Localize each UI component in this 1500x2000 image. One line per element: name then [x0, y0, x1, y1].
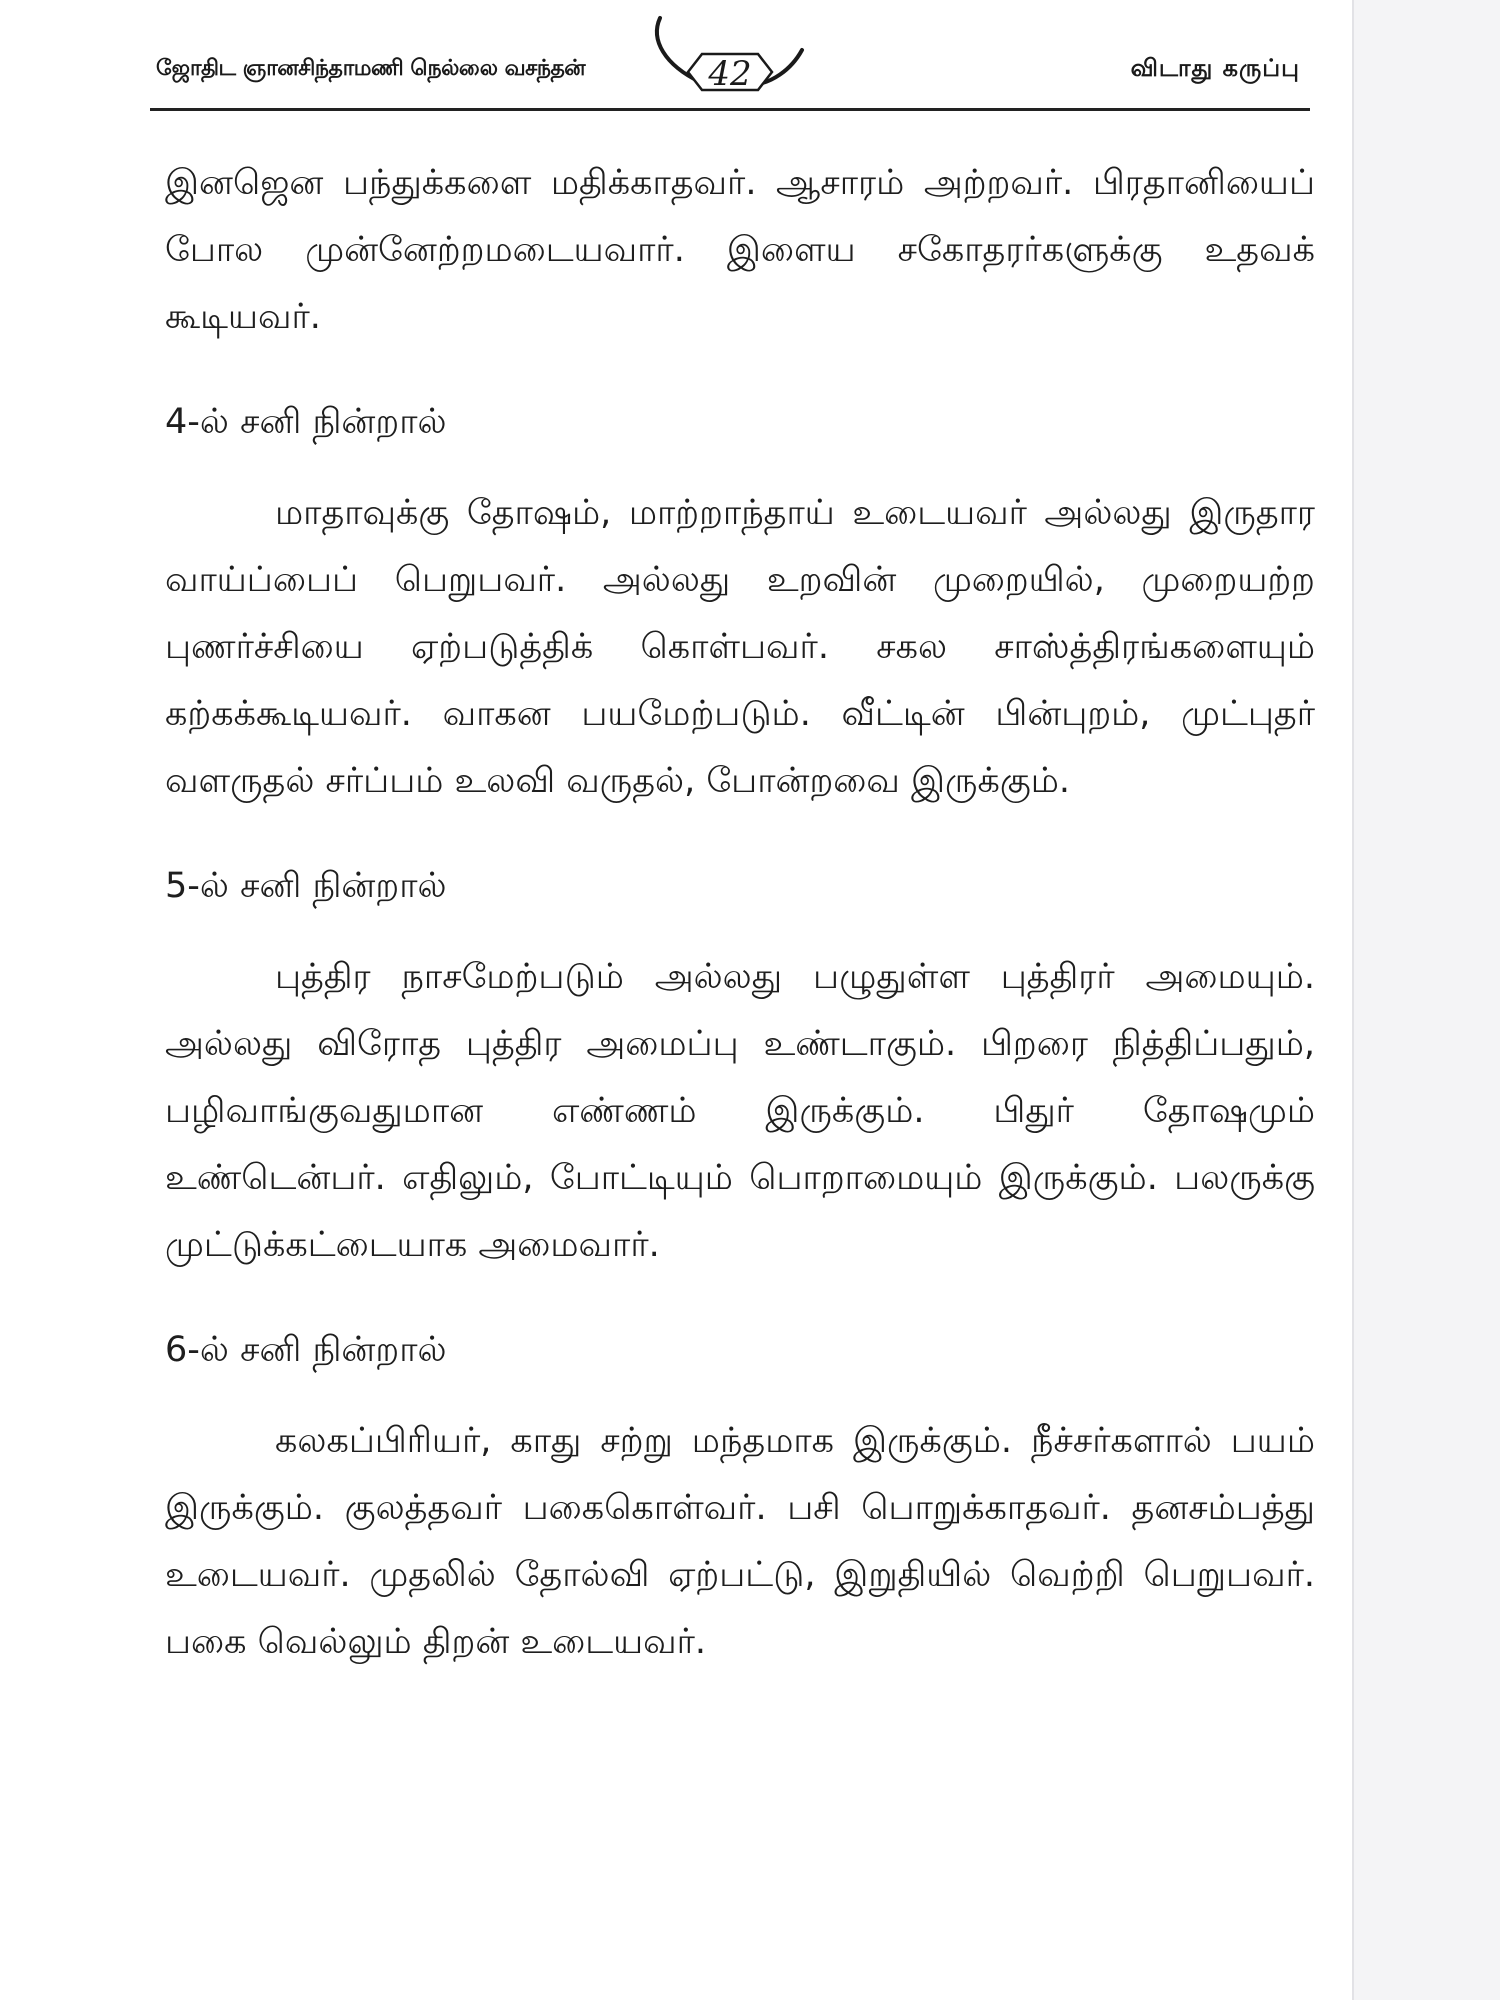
section-heading: 4-ல் சனி நின்றால்: [165, 402, 447, 442]
section-heading: 6-ல் சனி நின்றால்: [165, 1330, 447, 1370]
section-paragraph: மாதாவுக்கு தோஷம், மாற்றாந்தாய் உடையவர் அல்லது இருதார வாய்ப்பைப் பெறுபவர். அல்லது உறவின் முறையில், முறையற்ற புணர்ச்சியை ஏற்படுத்திக் கொள்பவர். சகல சாஸ்த்திரங்களையும் கற்கக்கூடியவர். வாகன பயமேற்படும். வீட்டின் பின்புறம், முட்புதர் வளருதல் சர்ப்பம் உலவி வருதல், போன்றவை இருக்கும்.: [165, 493, 1315, 801]
section-paragraph: கலகப்பிரியர், காது சற்று மந்தமாக இருக்கும். நீச்சர்களால் பயம் இருக்கும். குலத்தவர் பகைகொள்வர். பசி பொறுக்காதவர். தனசம்பத்து உடையவர். முதலில் தோல்வி ஏற்பட்டு, இறுதியில் வெற்றி பெறுபவர். பகை வெல்லும் திறன் உடையவர்.: [165, 1421, 1315, 1662]
page-number-ornament: [640, 10, 820, 120]
section-heading: 5-ல் சனி நின்றால்: [165, 866, 447, 906]
page-body: [165, 150, 1315, 1676]
header-chapter-title: விடாது கருப்பு: [1130, 54, 1300, 82]
header-divider: [150, 108, 1310, 111]
section-paragraph: புத்திர நாசமேற்படும் அல்லது பழுதுள்ள புத்திரர் அமையும். அல்லது விரோத புத்திர அமைப்பு உண்டாகும். பிறரை நித்திப்பதும், பழிவாங்குவதுமான எண்ணம் இருக்கும். பிதுர் தோஷமும் உண்டென்பர். எதிலும், போட்டியும் பொறாமையும் இருக்கும். பலருக்கு முட்டுக்கட்டையாக அமைவார்.: [165, 957, 1315, 1265]
header-book-title: ஜோதிட ஞானசிந்தாமணி நெல்லை வசந்தன்: [156, 56, 586, 81]
page-number: 42: [708, 54, 752, 94]
intro-paragraph: இனஜென பந்துக்களை மதிக்காதவர். ஆசாரம் அற்றவர். பிரதானியைப் போல முன்னேற்றமடையவார். இளைய சகோதரர்களுக்கு உதவக் கூடியவர்.: [165, 163, 1315, 337]
running-header: [150, 50, 1310, 112]
